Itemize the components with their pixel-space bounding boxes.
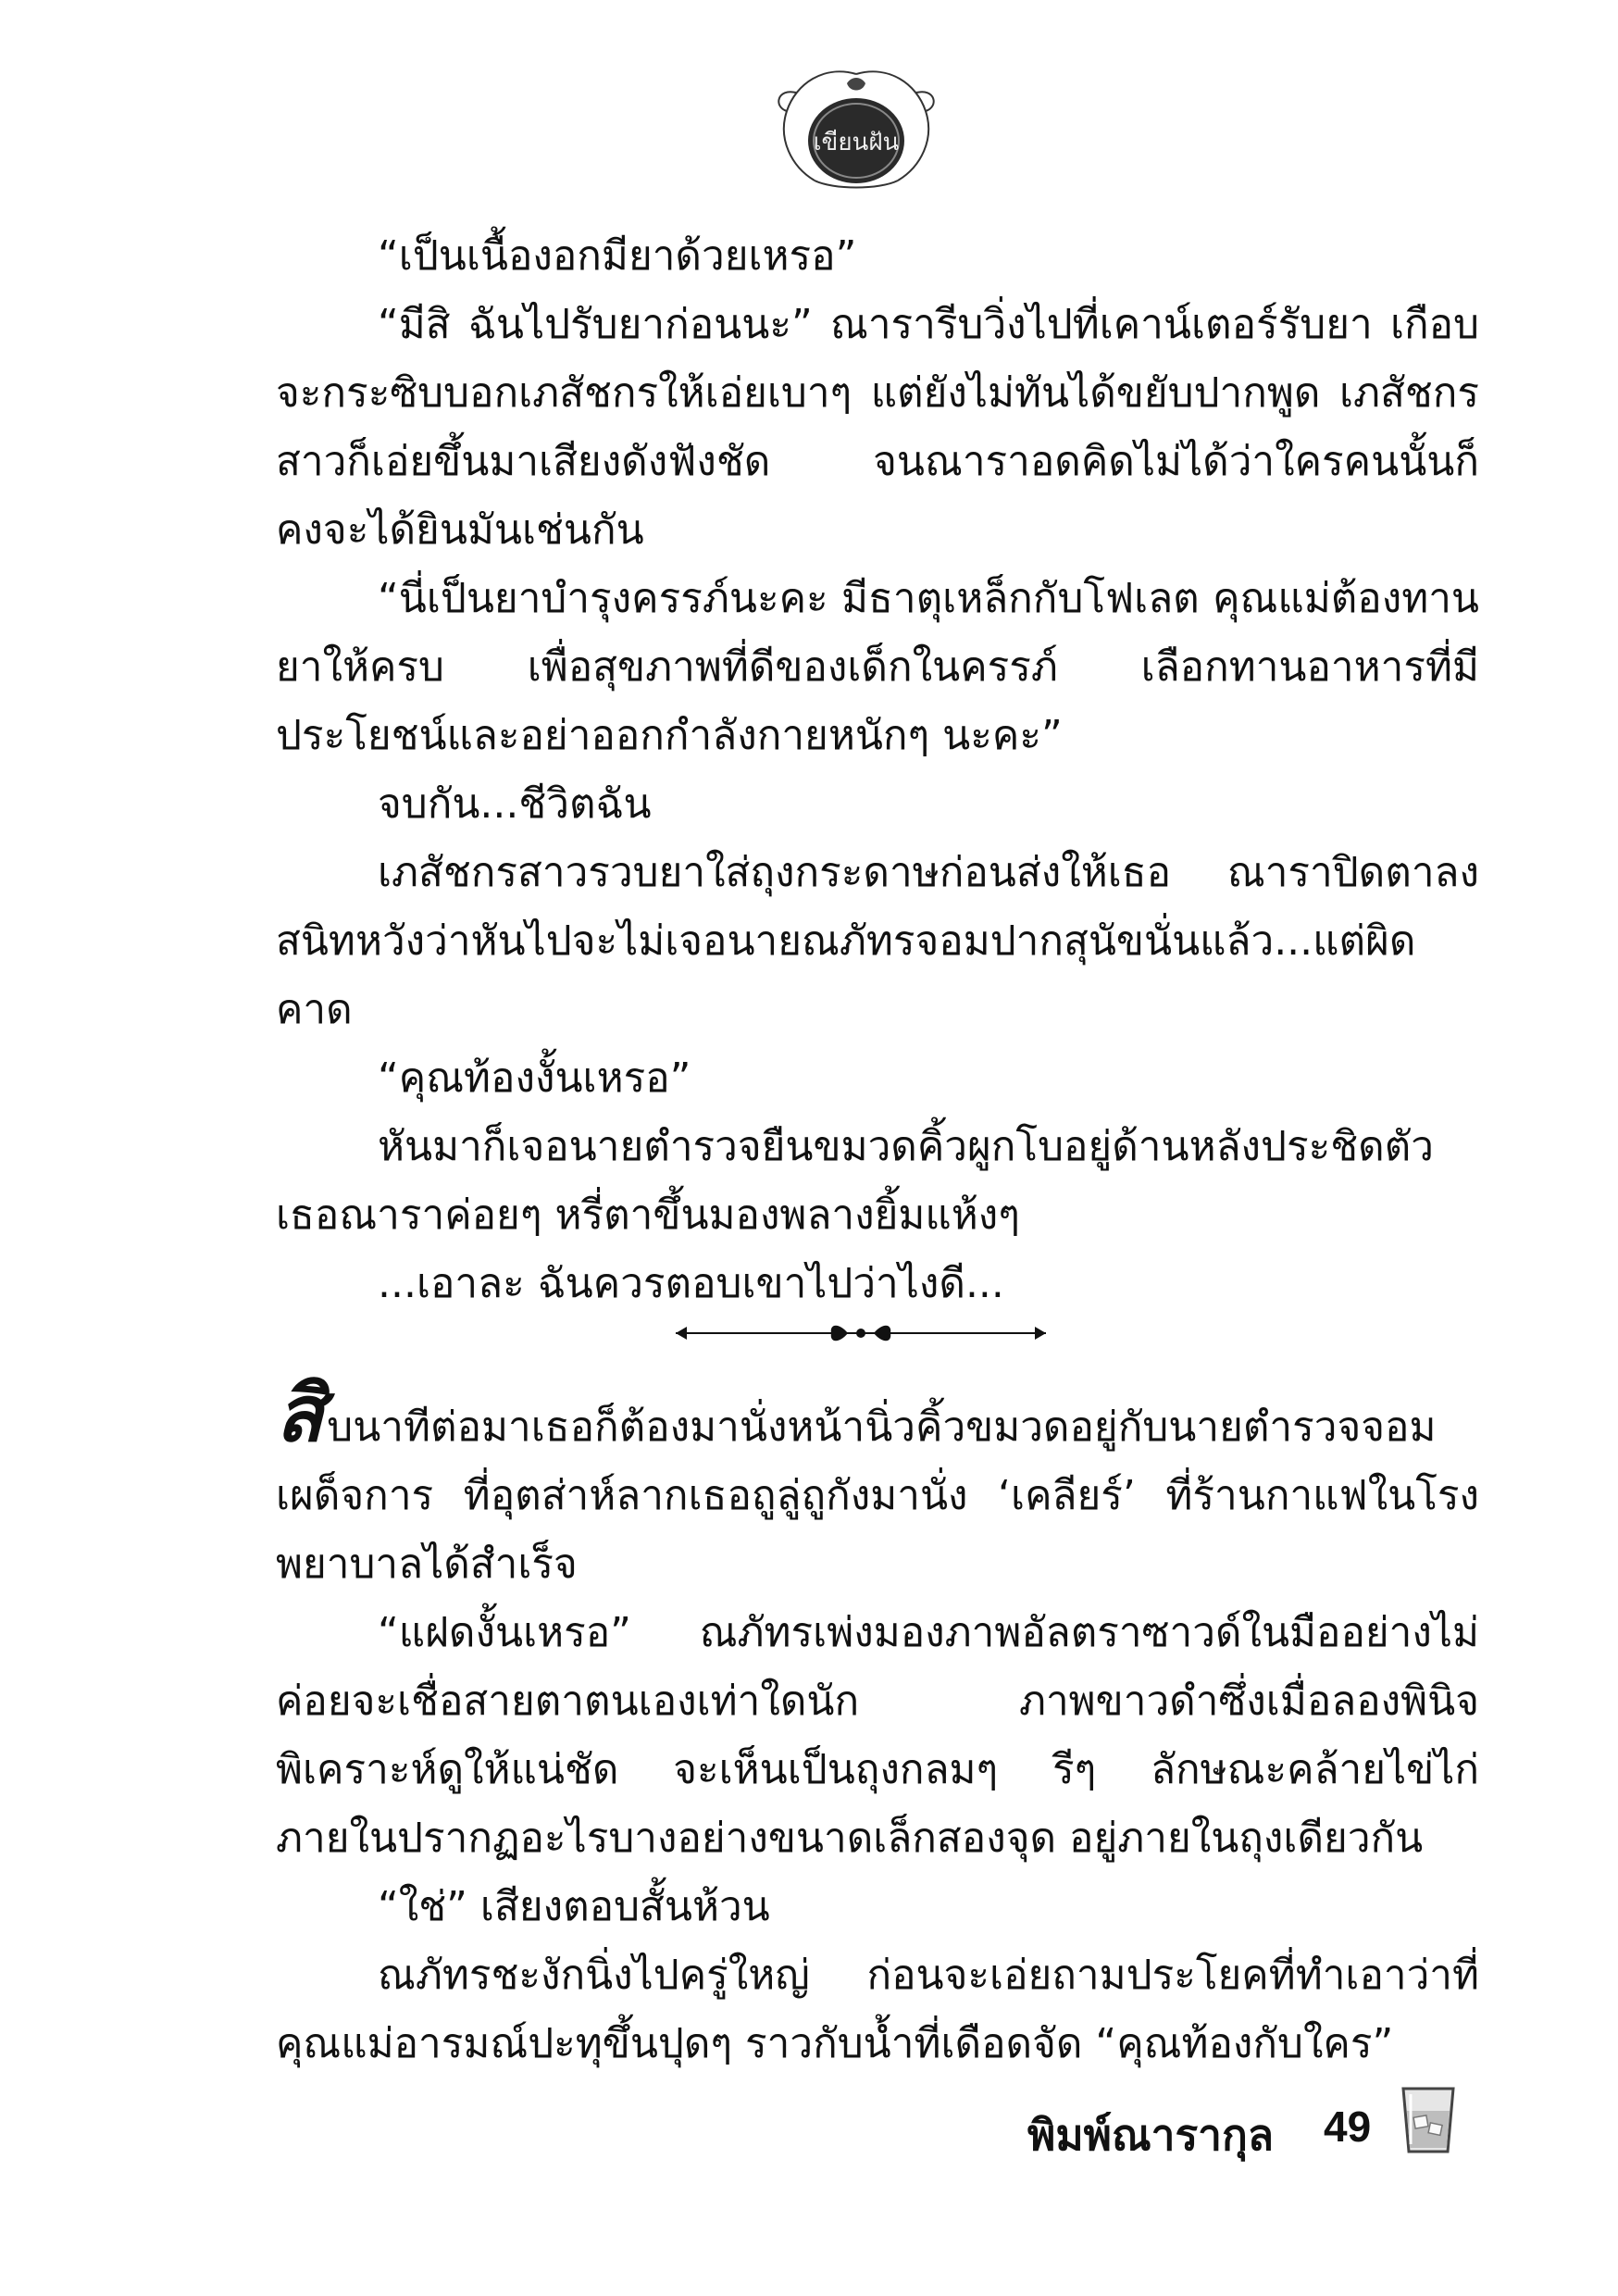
paragraph: “เป็นเนื้องอกมียาด้วยเหรอ” xyxy=(378,232,857,280)
glass-icon xyxy=(1398,2083,1459,2157)
running-footer-title: พิมพ์ณารากุล xyxy=(1027,2110,1275,2160)
opening-paragraph-text: บนาทีต่อมาเธอก็ต้องมานั่งหน้านิ่วคิ้วขมวดอยู่กับนายตำรวจจอมเผด็จการ ที่อุตส่าห์ลากเธอถูลู่ถูกังมานั่ง ‘เคลียร์’ ที่ร้านกาแฟในโรงพยาบาลได้สำเร็จ xyxy=(276,1404,1479,1588)
opening-paragraph xyxy=(276,1368,1479,1599)
paragraph: “มีสิ ฉันไปรับยาก่อนนะ” ณารารีบวิ่งไปที่เคาน์เตอร์รับยา เกือบจะกระซิบบอกเภสัชกรให้เอ่ยเบาๆ แต่ยังไม่ทันได้ขยับปากพูด เภสัชกรสาวก็เอ่ยขึ้นมาเสียงดังฟังชัด จนณาราอดคิดไม่ได้ว่าใครคนนั้นก็คงจะได้ยินมันเช่นกัน xyxy=(276,301,1479,554)
paragraph: จบกัน...ชีวิตฉัน xyxy=(378,780,652,828)
paragraph: “ใช่” เสียงตอบสั้นห้วน xyxy=(378,1883,770,1930)
paragraph: “นี่เป็นยาบำรุงครรภ์นะคะ มีธาตุเหล็กกับโฟเลต คุณแม่ต้องทานยาให้ครบ เพื่อสุขภาพที่ดีของเด็กในครรภ์ เลือกทานอาหารที่มีประโยชน์และอย่าออกกำลังกายหนักๆ นะคะ” xyxy=(276,575,1479,759)
paragraph: “แฝดงั้นเหรอ” ณภัทรเพ่งมองภาพอัลตราซาวด์ในมืออย่างไม่ค่อยจะเชื่อสายตาตนเองเท่าใดนัก ภาพขาวดำซึ่งเมื่อลองพินิจพิเคราะห์ดูให้แน่ชัด จะเห็นเป็นถุงกลมๆ รีๆ ลักษณะคล้ายไข่ไก่ ภายในปรากฏอะไรบางอย่างขนาดเล็กสองจุด อยู่ภายในถุงเดียวกัน xyxy=(276,1609,1479,1862)
section-2 xyxy=(276,1368,1479,2078)
paragraph: ณภัทรชะงักนิ่งไปครู่ใหญ่ ก่อนจะเอ่ยถามประโยคที่ทำเอาว่าที่คุณแม่อารมณ์ปะทุขึ้นปุดๆ ราวกับน้ำที่เดือดจัด “คุณท้องกับใคร” xyxy=(276,1952,1479,2067)
paragraph: ...เอาละ ฉันควรตอบเขาไปว่าไงดี... xyxy=(378,1260,1004,1307)
drop-cap: สิ xyxy=(276,1368,324,1459)
page-number: 49 xyxy=(1324,2103,1372,2151)
paragraph: “คุณท้องงั้นเหรอ” xyxy=(378,1054,691,1102)
section-divider xyxy=(666,1315,1055,1352)
paragraph: หันมาก็เจอนายตำรวจยืนขมวดคิ้วผูกโบอยู่ด้านหลังประชิดตัวเธอณาราค่อยๆ หรี่ตาขึ้นมองพลางยิ้มแห้งๆ xyxy=(276,1123,1434,1239)
section-1 xyxy=(276,222,1479,1318)
paragraph: เภสัชกรสาวรวบยาใส่ถุงกระดาษก่อนส่งให้เธอ ณาราปิดตาลงสนิทหวังว่าหันไปจะไม่เจอนายณภัทรจอมปากสุนัขนั่นแล้ว...แต่ผิดคาด xyxy=(276,849,1479,1033)
logo-text: เขียนฝัน xyxy=(813,129,900,156)
publisher-logo xyxy=(759,56,953,194)
